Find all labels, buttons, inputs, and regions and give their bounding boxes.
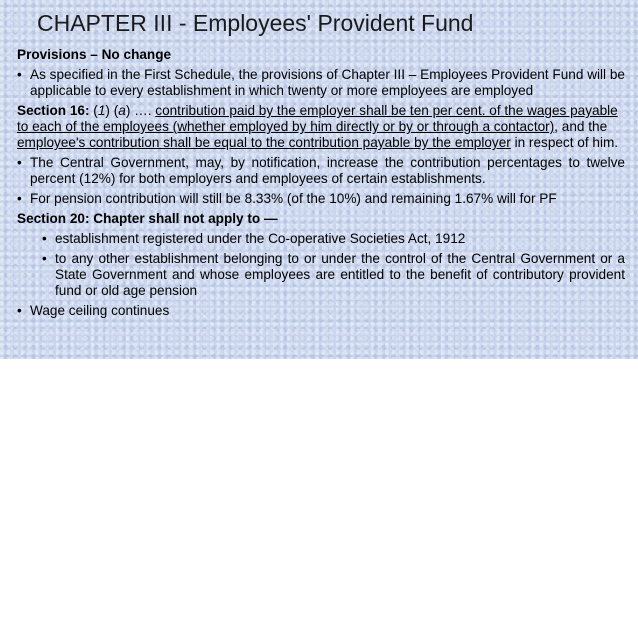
- bullet-text: Wage ceiling continues: [30, 303, 170, 318]
- bullet-wage-ceiling: [17, 303, 625, 319]
- section-16-middle: , and the: [554, 119, 608, 134]
- section-16-tail: in respect of him.: [510, 135, 619, 150]
- bullet-dot: •: [17, 191, 22, 206]
- bullet-text: As specified in the First Schedule, the provisions of Chapter III – Employees Provident Fund will be applicable to every establishment in which twenty or more employees are employed: [30, 67, 625, 98]
- employee-contribution-text: employee's contribution shall be equal to the contribution payable by the employer: [17, 135, 511, 150]
- bullet-dot: •: [17, 303, 22, 318]
- section-16-label: Section 16:: [17, 103, 90, 118]
- slide-title: CHAPTER III - Employees' Provident Fund: [37, 10, 474, 36]
- bullet-dot: •: [17, 67, 22, 82]
- blank-area: [0, 359, 638, 638]
- bullet-text: The Central Government, may, by notification, increase the contribution percentages to twelve percent (12%) for both employers and employees of certain establishments.: [30, 155, 625, 186]
- sub-bullet-cooperative: [42, 231, 625, 247]
- provisions-heading: Provisions – No change: [17, 47, 172, 62]
- bullet-text: For pension contribution will still be 8.33% (of the 10%) and remaining 1.67% will for PF: [30, 191, 557, 206]
- sub-bullet-government: [42, 251, 625, 299]
- bullet-dot: •: [42, 251, 47, 266]
- bullet-notification: [17, 155, 625, 187]
- employer-contribution-text: contribution paid by the employer shall be ten per cent. of the wages payable to each of the employees (whether employed by him directly or by or through a contactor): [17, 103, 618, 134]
- slide-content: [17, 47, 625, 323]
- bullet-text: to any other establishment belonging to or under the control of the Central Government or a State Government and whose employees are entitled to the benefit of contributory provident fund or old age pension: [55, 251, 625, 298]
- bullet-dot: •: [17, 155, 22, 170]
- clause-text: (: [89, 103, 98, 118]
- section-20-heading: Section 20: Chapter shall not apply to —: [17, 211, 278, 226]
- section-16-paragraph: [17, 103, 625, 151]
- clause-letter: a: [118, 103, 126, 118]
- clause-text: ) (: [105, 103, 119, 118]
- clause-text: ) ….: [125, 103, 156, 118]
- bullet-pension: [17, 191, 625, 207]
- bullet-dot: •: [42, 231, 47, 246]
- clause-number: 1: [97, 103, 106, 118]
- bullet-first-schedule: [17, 67, 625, 99]
- bullet-text: establishment registered under the Co-operative Societies Act, 1912: [55, 231, 466, 246]
